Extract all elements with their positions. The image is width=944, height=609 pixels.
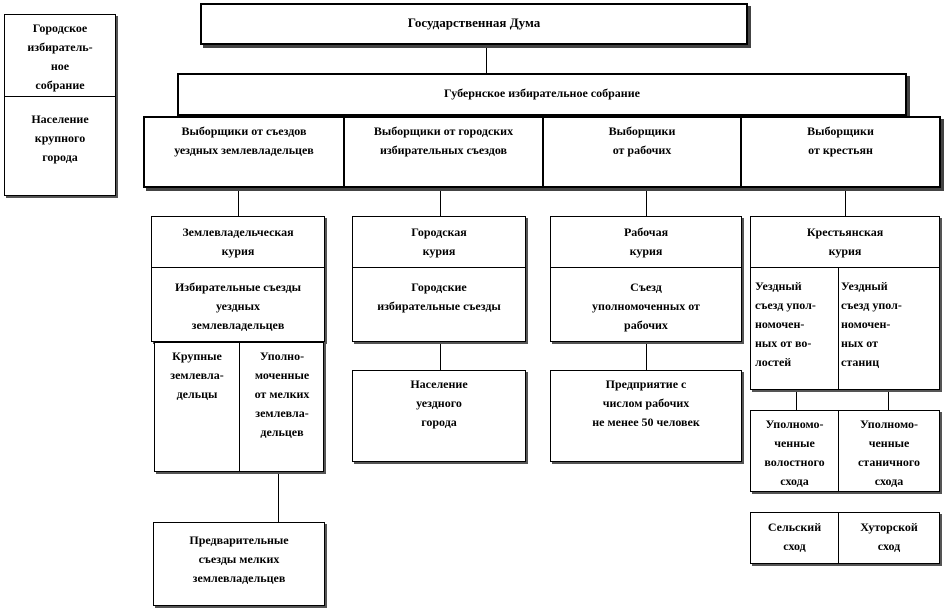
preliminary-congress-label: Предварительные съезды мелких землевладельцев: [189, 533, 289, 585]
city-curia-label: Городская курия: [411, 225, 467, 258]
electors-peasants-label: Выборщики от крестьян: [807, 124, 874, 157]
city-congress-label: Городские избирательные съезды: [377, 280, 501, 313]
connector-workers-enterprise: [646, 342, 647, 370]
workers-congress-label: Съезд уполномоченных от рабочих: [592, 280, 700, 332]
provincial-assembly-label: Губернское избирательное собрание: [444, 86, 640, 100]
peasant-curia-label: Крестьянская курия: [806, 225, 884, 258]
workers-curia-box: [550, 216, 742, 342]
large-city-population-label: Население крупного города: [31, 112, 89, 164]
connector-duma-provincial: [486, 44, 487, 74]
gathering-box: [750, 512, 940, 564]
electors-city-label: Выборщики от городских избирательных съездов: [373, 124, 514, 157]
volost-congress-label: Уездный съезд упол- номочен- ных от во- лостей: [755, 279, 816, 369]
landowner-curia-label: Землевладельческая курия: [182, 225, 294, 258]
small-landowner-authorized-label: Уполно- моченные от мелких землевла- дельцев: [254, 349, 310, 439]
connector-city-population: [440, 342, 441, 370]
state-duma-label: Государственная Дума: [407, 15, 541, 30]
state-duma-box: [200, 3, 748, 45]
peasant-curia-divider: [751, 267, 939, 268]
connector-stanitsa-authorized: [888, 390, 889, 410]
electors-landowners-label: Выборщики от съездов уездных землевладельцев: [174, 124, 314, 157]
khutor-gathering-label: Хуторской сход: [860, 520, 918, 553]
enterprise-label: Предприятие с числом рабочих не менее 50 человек: [592, 377, 700, 429]
stanitsa-authorized-label: Уполномо- ченные станичного схода: [857, 417, 921, 488]
enterprise-box: [550, 370, 742, 462]
connector-elector2-curia: [440, 188, 441, 216]
city-assembly-box: [4, 14, 116, 196]
city-curia-divider: [353, 267, 525, 268]
landowner-curia-divider: [152, 267, 324, 268]
district-town-population-label: Население уездного города: [410, 377, 468, 429]
connector-authorized-preliminary: [278, 472, 279, 522]
village-gathering-label: Сельский сход: [767, 520, 822, 553]
volost-authorized-label: Уполномо- ченные волостного схода: [764, 417, 825, 488]
workers-curia-label: Рабочая курия: [623, 225, 669, 258]
district-town-population-box: [352, 370, 526, 462]
landowner-curia-box: [151, 216, 325, 342]
landowner-congress-label: Избирательные съезды уездных землевладельцев: [174, 280, 302, 332]
city-curia-box: [352, 216, 526, 342]
city-assembly-divider: [5, 96, 115, 97]
stanitsa-congress-label: Уездный съезд упол- номочен- ных от станиц: [841, 279, 902, 369]
city-assembly-label: Городское избиратель- ное собрание: [27, 21, 93, 92]
landowner-subgroups-box: [154, 342, 324, 472]
electors-workers-label: Выборщики от рабочих: [608, 124, 676, 157]
workers-curia-divider: [551, 267, 741, 268]
connector-elector4-curia: [845, 188, 846, 216]
connector-elector3-curia: [646, 188, 647, 216]
preliminary-congress-box: [153, 522, 325, 606]
electors-row: [143, 116, 941, 188]
peasant-curia-box: [750, 216, 940, 390]
connector-volost-authorized: [796, 390, 797, 410]
large-landowners-label: Крупные землевла- дельцы: [170, 349, 224, 401]
provincial-assembly-box: [177, 73, 907, 116]
peasant-authorized-box: [750, 410, 940, 492]
connector-elector1-curia: [238, 188, 239, 216]
